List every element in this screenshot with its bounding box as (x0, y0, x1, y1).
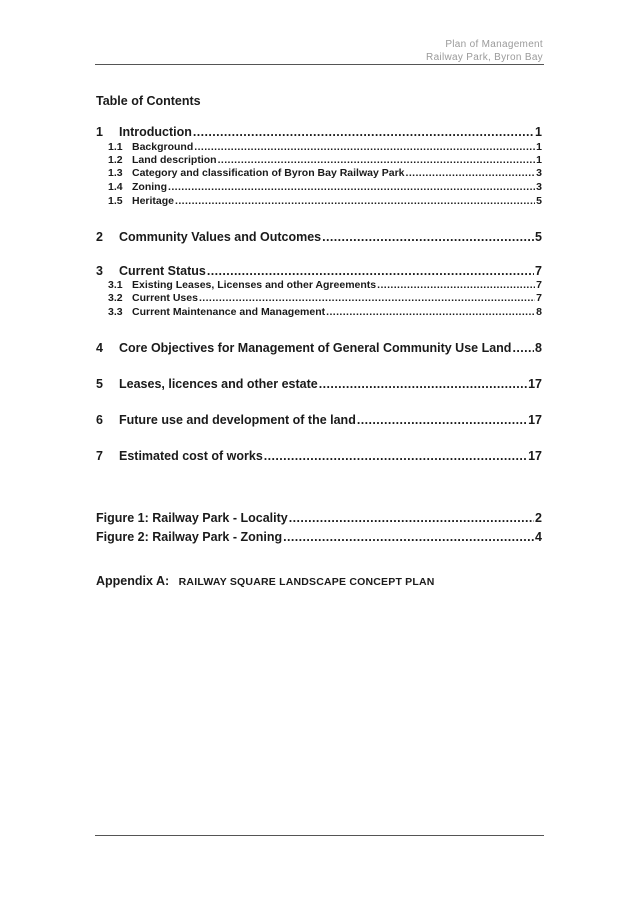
toc-entry-3-3[interactable] (96, 306, 542, 318)
toc-entry-5[interactable] (96, 377, 542, 391)
toc-entry-3-1[interactable] (96, 279, 542, 291)
toc-entry-page: 7 (536, 279, 542, 291)
toc-entry-page: 8 (535, 341, 542, 355)
toc-entry-title: Land description (132, 154, 217, 166)
toc-entry-number: 3.1 (108, 279, 123, 291)
toc-entry-page: 3 (536, 181, 542, 193)
toc-entry-number: 1.5 (108, 195, 123, 207)
toc-entry-number: 1.3 (108, 167, 123, 179)
toc-entry-title: Category and classification of Byron Bay Railway Park (132, 167, 405, 179)
toc-entry-title: Current Uses (132, 292, 198, 304)
toc-leader-dots (357, 413, 527, 427)
toc-leader-dots (193, 125, 534, 139)
figure-entry-title: Figure 2: Railway Park - Zoning (96, 530, 283, 544)
footer-divider (95, 835, 544, 836)
toc-entry-number: 1 (96, 125, 103, 139)
toc-entry-7[interactable] (96, 449, 542, 463)
toc-entry-title: Background (132, 141, 194, 153)
toc-leader-dots (322, 230, 534, 244)
toc-entry-number: 1.1 (108, 141, 123, 153)
toc-entry-title: Current Status (119, 264, 206, 278)
toc-entry-page: 7 (536, 292, 542, 304)
toc-entry-title: Leases, licences and other estate (119, 377, 318, 391)
toc-entry-page: 5 (535, 230, 542, 244)
toc-entry-1-2[interactable] (96, 154, 542, 166)
toc-leader-dots (207, 264, 534, 278)
figure-entry-1[interactable] (96, 511, 542, 525)
toc-entry-title: Estimated cost of works (119, 449, 263, 463)
toc-entry-page: 7 (535, 264, 542, 278)
toc-leader-dots (199, 292, 535, 304)
toc-entry-page: 1 (536, 154, 542, 166)
toc-entry-page: 5 (536, 195, 542, 207)
toc-leader-dots (168, 181, 535, 193)
toc-leader-dots (406, 167, 536, 179)
toc-entry-number: 5 (96, 377, 103, 391)
figure-entry-page: 4 (535, 530, 542, 544)
toc-leader-dots (283, 530, 534, 544)
toc-leader-dots (264, 449, 527, 463)
appendix-entry[interactable] (96, 574, 435, 588)
header-line-2: Railway Park, Byron Bay (426, 52, 543, 63)
toc-entry-title: Existing Leases, Licenses and other Agreements (132, 279, 377, 291)
toc-entry-2[interactable] (96, 230, 542, 244)
toc-entry-1-1[interactable] (96, 141, 542, 153)
toc-entry-page: 1 (535, 125, 542, 139)
toc-entry-page: 3 (536, 167, 542, 179)
toc-entry-page: 1 (536, 141, 542, 153)
toc-entry-title: Community Values and Outcomes (119, 230, 322, 244)
toc-leader-dots (377, 279, 535, 291)
toc-entry-number: 6 (96, 413, 103, 427)
toc-leader-dots (289, 511, 534, 525)
toc-leader-dots (194, 141, 535, 153)
toc-entry-title: Zoning (132, 181, 167, 193)
toc-entry-1-3[interactable] (96, 167, 542, 179)
toc-entry-number: 4 (96, 341, 103, 355)
toc-entry-1[interactable] (96, 125, 542, 139)
toc-entry-number: 1.2 (108, 154, 123, 166)
toc-entry-number: 3 (96, 264, 103, 278)
toc-entry-page: 17 (528, 413, 542, 427)
toc-entry-1-4[interactable] (96, 181, 542, 193)
toc-entry-title: Introduction (119, 125, 192, 139)
toc-entry-title: Heritage (132, 195, 175, 207)
toc-title: Table of Contents (96, 94, 201, 108)
toc-leader-dots (218, 154, 536, 166)
toc-entry-number: 3.3 (108, 306, 123, 318)
figure-entry-2[interactable] (96, 530, 542, 544)
header-divider (95, 64, 544, 65)
toc-entry-number: 1.4 (108, 181, 123, 193)
figure-entry-title: Figure 1: Railway Park - Locality (96, 511, 288, 525)
toc-leader-dots (512, 341, 534, 355)
toc-entry-title: Future use and development of the land (119, 413, 356, 427)
figure-entry-page: 2 (535, 511, 542, 525)
toc-entry-title: Current Maintenance and Management (132, 306, 326, 318)
toc-leader-dots (326, 306, 535, 318)
toc-entry-3-2[interactable] (96, 292, 542, 304)
toc-entry-4[interactable] (96, 341, 542, 355)
running-header (426, 38, 543, 64)
toc-entry-number: 7 (96, 449, 103, 463)
toc-entry-number: 3.2 (108, 292, 123, 304)
toc-entry-page: 17 (528, 377, 542, 391)
toc-entry-page: 17 (528, 449, 542, 463)
toc-entry-6[interactable] (96, 413, 542, 427)
toc-leader-dots (319, 377, 527, 391)
header-line-1: Plan of Management (445, 39, 543, 50)
toc-entry-1-5[interactable] (96, 195, 542, 207)
toc-entry-page: 8 (536, 306, 542, 318)
toc-entry-title: Core Objectives for Management of General Community Use Land (119, 341, 512, 355)
toc-entry-3[interactable] (96, 264, 542, 278)
appendix-title: RAILWAY SQUARE LANDSCAPE CONCEPT PLAN (178, 576, 435, 588)
toc-entry-number: 2 (96, 230, 103, 244)
appendix-label: Appendix A: (96, 574, 170, 588)
toc-leader-dots (175, 195, 535, 207)
